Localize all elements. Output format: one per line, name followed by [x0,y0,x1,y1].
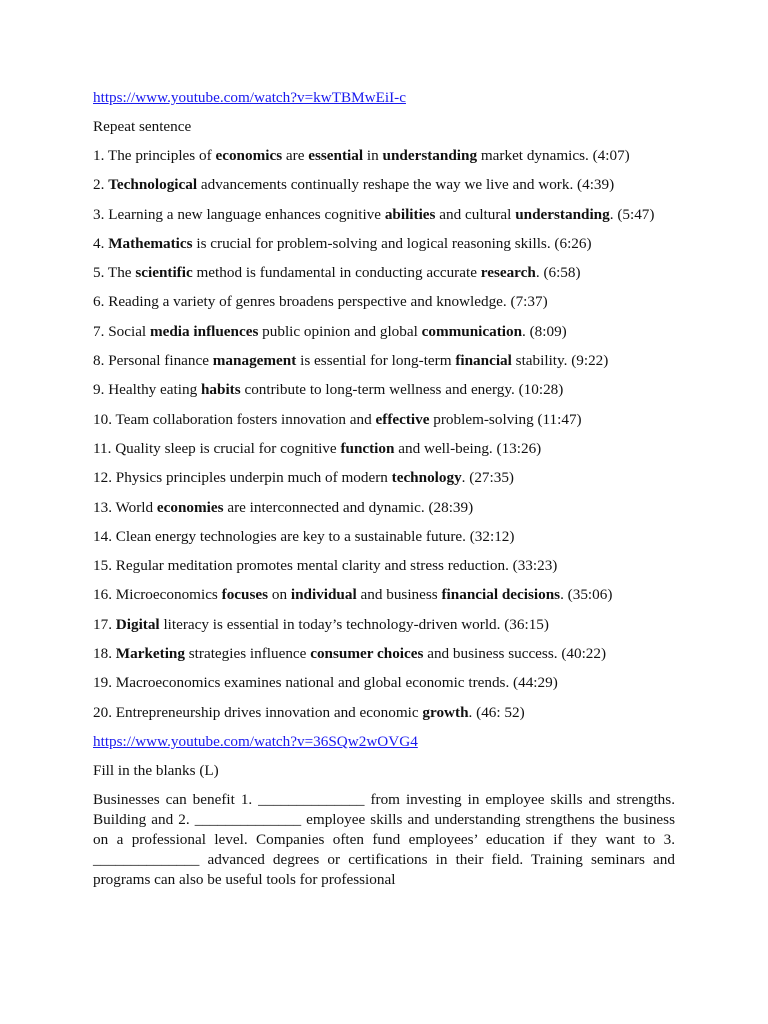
sentence-item: 6. Reading a variety of genres broadens perspective and knowledge. (7:37) [93,293,548,311]
sentence-number: 14. [93,527,112,545]
keyword: understanding [515,205,610,223]
keyword: essential [308,147,364,164]
fill-blanks-paragraph: Businesses can benefit 1. ______________ from investing in employee skills and strengths. Building and 2. ______________ employee skills and understanding strengthens the business on a professional level. Companies often fund employees’ education if they want to 3. ______________ advanced degrees or certifications in their field. Training seminars and programs can also be useful tools for professional [93,790,675,888]
keyword: financial [455,352,512,370]
keyword: Mathematics [108,234,193,252]
keyword: understanding [382,147,478,164]
sentence-number: 18. [93,645,112,663]
sentence-number: 11. [93,439,112,457]
sentence-list [93,146,675,722]
sentence-item: 9. Healthy eating habits contribute to long-term wellness and energy. (10:28) [93,381,564,399]
sentence-number: 19. [93,674,112,692]
sentence-item: 15. Regular meditation promotes mental clarity and stress reduction. (33:23) [93,557,558,575]
sentence-item: 2. Technological advancements continually reshape the way we live and work. (4:39) [93,176,615,194]
keyword: habits [200,381,241,399]
sentence-number: 16. [93,586,112,604]
sentence-number: 2. [93,176,105,194]
sentence-item: 10. Team collaboration fosters innovation and effective problem-solving (11:47) [93,410,582,428]
sentence-item: 17. Digital literacy is essential in today’s technology-driven world. (36:15) [93,615,549,633]
sentence-number: 4. [93,234,105,252]
sentence-item: 20. Entrepreneurship drives innovation and economic growth. (46: 52) [93,703,525,721]
keyword: scientific [135,264,193,282]
sentence-item: 4. Mathematics is crucial for problem-solving and logical reasoning skills. (6:26) [93,234,592,252]
keyword: technology [391,469,462,487]
sentence-number: 1. [93,147,105,164]
keyword: Technological [108,176,198,194]
keyword: consumer choices [310,645,424,663]
sentence-number: 13. [93,498,112,516]
sentence-number: 12. [93,469,112,487]
keyword: focuses [221,586,269,604]
fill-blanks-heading: Fill in the blanks (L) [93,761,219,779]
keyword: financial decisions [441,586,561,604]
sentence-item: 12. Physics principles underpin much of modern technology. (27:35) [93,469,514,487]
sentence-item: 18. Marketing strategies influence consumer choices and business success. (40:22) [93,645,607,663]
youtube-link-2[interactable]: https://www.youtube.com/watch?v=36SQw2wOVG4 [93,732,418,750]
sentence-number: 15. [93,557,112,575]
sentence-number: 17. [93,615,112,633]
sentence-number: 3. [93,205,105,223]
sentence-number: 5. [93,264,105,282]
keyword: Marketing [115,645,185,663]
keyword: research [480,264,536,282]
sentence-number: 8. [93,352,105,370]
sentence-number: 7. [93,322,105,340]
repeat-sentence-heading: Repeat sentence [93,118,192,135]
keyword: growth [422,703,469,721]
sentence-item: 3. Learning a new language enhances cognitive abilities and cultural understanding. (5:47) [93,205,655,223]
sentence-number: 6. [93,293,105,311]
document-page [93,88,675,890]
sentence-number: 9. [93,381,105,399]
keyword: economies [156,498,224,516]
sentence-number: 20. [93,703,112,721]
keyword: effective [375,410,430,428]
keyword: media influences [149,322,259,340]
sentence-item: 8. Personal finance management is essential for long-term financial stability. (9:22) [93,352,609,370]
sentence-item: 1. The principles of economics are essential in understanding market dynamics. (4:07) [93,147,630,164]
sentence-item: 11. Quality sleep is crucial for cognitive function and well-being. (13:26) [93,439,542,457]
sentence-item: 7. Social media influences public opinion and global communication. (8:09) [93,322,567,340]
sentence-item: 5. The scientific method is fundamental in conducting accurate research. (6:58) [93,264,581,282]
keyword: function [340,439,395,457]
keyword: abilities [384,205,436,223]
sentence-number: 10. [93,410,112,428]
youtube-link-1[interactable]: https://www.youtube.com/watch?v=kwTBMwEiI-c [93,89,406,106]
keyword: management [212,352,297,370]
sentence-item: 19. Macroeconomics examines national and global economic trends. (44:29) [93,674,558,692]
keyword: Digital [115,615,160,633]
keyword: communication [421,322,523,340]
sentence-item: 13. World economies are interconnected and dynamic. (28:39) [93,498,474,516]
sentence-item: 14. Clean energy technologies are key to a sustainable future. (32:12) [93,527,515,545]
keyword: individual [290,586,357,604]
sentence-item: 16. Microeconomics focuses on individual and business financial decisions. (35:06) [93,586,613,604]
keyword: economics [215,147,283,164]
